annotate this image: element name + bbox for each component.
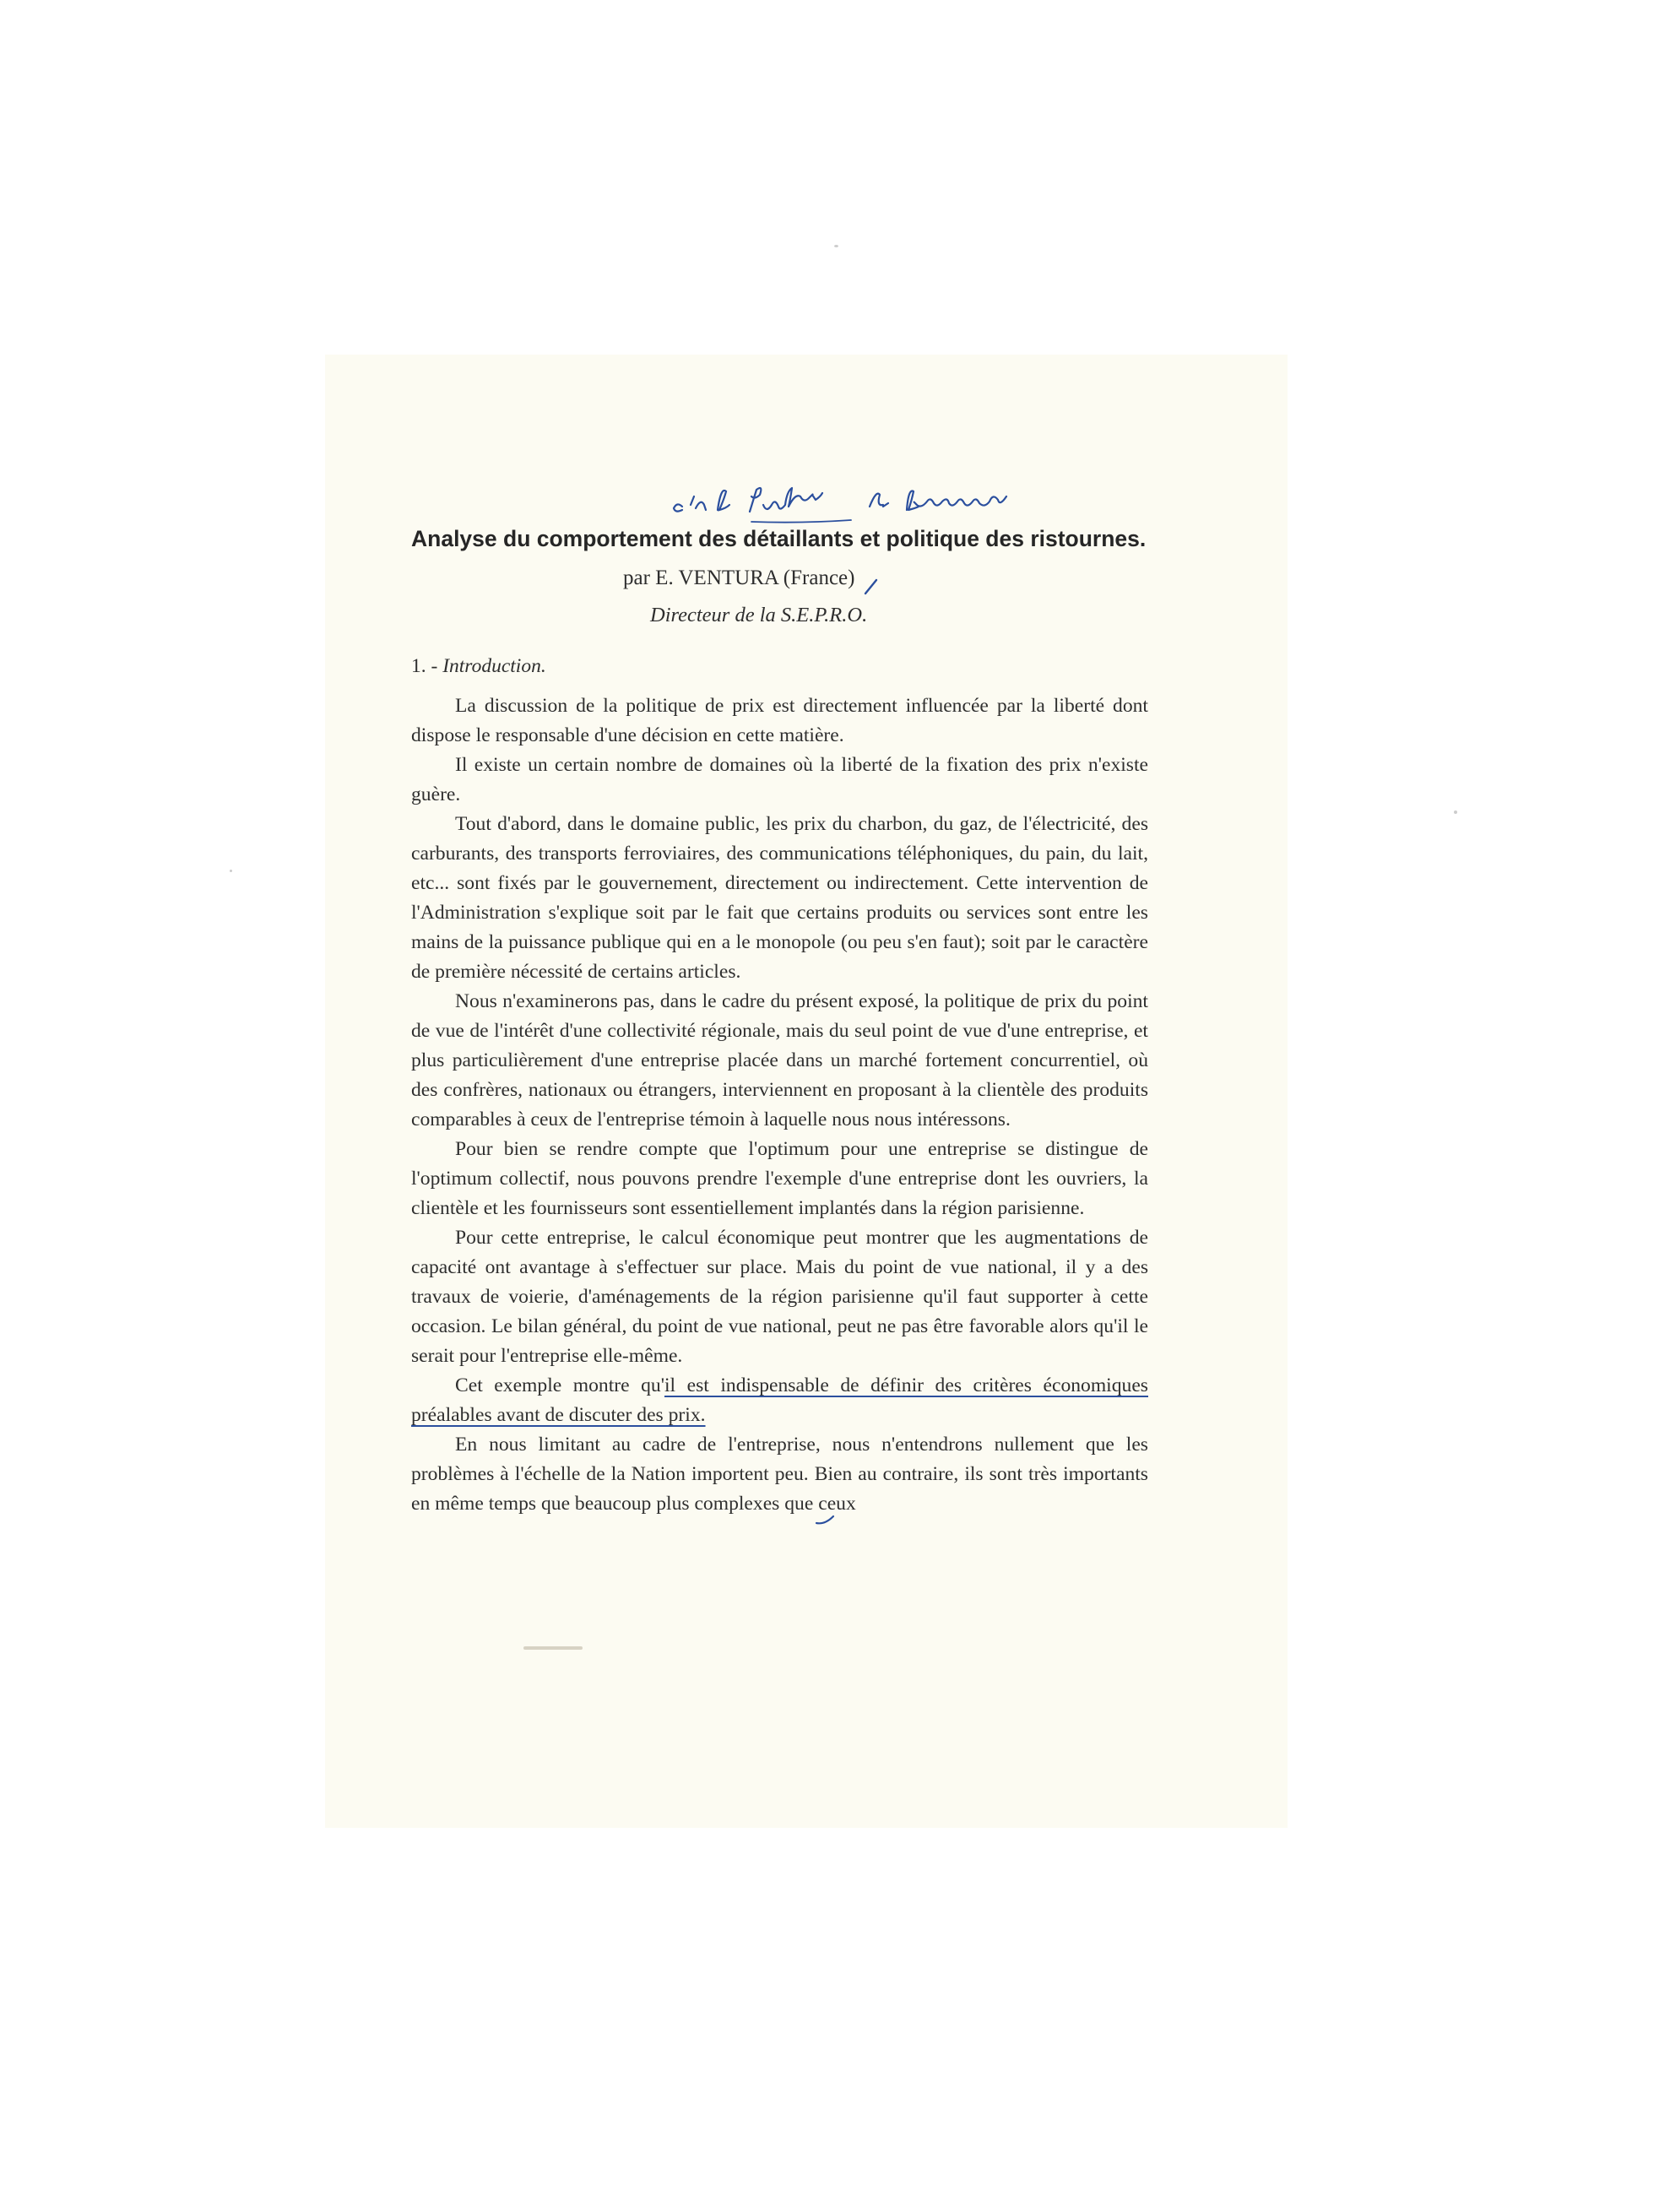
paper-speck xyxy=(230,870,232,872)
paper-speck xyxy=(834,245,838,247)
paragraph: En nous limitant au cadre de l'entreprise, nous n'entendrons nullement que les problèmes à l'échelle de la Nation importent peu. Bien au contraire, ils sont très importants en même temps que beaucoup plus complexes que ceux xyxy=(411,1434,1148,1515)
section-heading xyxy=(411,652,546,680)
paper-smudge xyxy=(523,1646,583,1650)
author-role: Directeur de la S.E.P.R.O. xyxy=(650,604,868,626)
paper-speck xyxy=(1454,811,1457,814)
section-number: 1. - xyxy=(411,655,438,677)
handwritten-tick-mark xyxy=(863,577,880,596)
paragraph: La discussion de la politique de prix est directement influencée par la liberté dont dispose le responsable d'une décision en cette matière. xyxy=(411,695,1148,746)
highlighted-paragraph xyxy=(411,1371,1148,1430)
underlined-passage: il est indispensable de définir des critères économiques préalables avant de discuter des prix. xyxy=(411,1374,1148,1426)
paragraph: Pour cette entreprise, le calcul économique peut montrer que les augmentations de capacité ont avantage à s'effectuer sur place. Mais du point de vue national, il y a des travaux de voierie, d'aménagements de la région parisienne qu'il faut supporter à cette occasion. Le bilan général, du point de vue national, peut ne pas être favorable alors qu'il le serait pour l'entreprise elle-même. xyxy=(411,1227,1148,1367)
paragraph: Tout d'abord, dans le domaine public, les prix du charbon, du gaz, de l'électricité, des carburants, des transports ferroviaires, des communications téléphoniques, du pain, du lait, etc... sont fixés par le gouvernement, directement ou indirectement. Cette intervention de l'Administration s'explique soit par le fait que certains produits ou services sont entre les mains de la puissance publique qui en a le monopole (ou peu s'en faut); soit par le caractère de première nécessité de certains articles. xyxy=(411,813,1148,983)
author-byline: par E. VENTURA (France) xyxy=(623,567,855,589)
handwritten-end-mark xyxy=(813,1511,838,1528)
section-title: Introduction. xyxy=(442,655,546,677)
paragraph-text: Cet exemple montre qu' xyxy=(455,1374,664,1396)
document-body xyxy=(411,691,1148,1519)
paragraph: Pour bien se rendre compte que l'optimum pour une entreprise se distingue de l'optimum collectif, nous pouvons prendre l'exemple d'une entreprise dont les ouvriers, la clientèle et les fournisseurs sont essentiellement implantés dans la région parisienne. xyxy=(411,1138,1148,1219)
document-title: Analyse du comportement des détaillants et politique des ristournes. xyxy=(411,526,1147,551)
paragraph: Il existe un certain nombre de domaines où la liberté de la fixation des prix n'existe guère. xyxy=(411,754,1148,805)
paragraph: Nous n'examinerons pas, dans le cadre du présent exposé, la politique de prix du point de vue de l'intérêt d'une collectivité régionale, mais du seul point de vue d'une entreprise, et plus particulièrement d'une entreprise placée dans un marché fortement concurrentiel, où des confrères, nationaux ou étrangers, interviennent en proposant à la clientèle des produits comparables à ceux de l'entreprise témoin à laquelle nous nous intéressons. xyxy=(411,990,1148,1130)
